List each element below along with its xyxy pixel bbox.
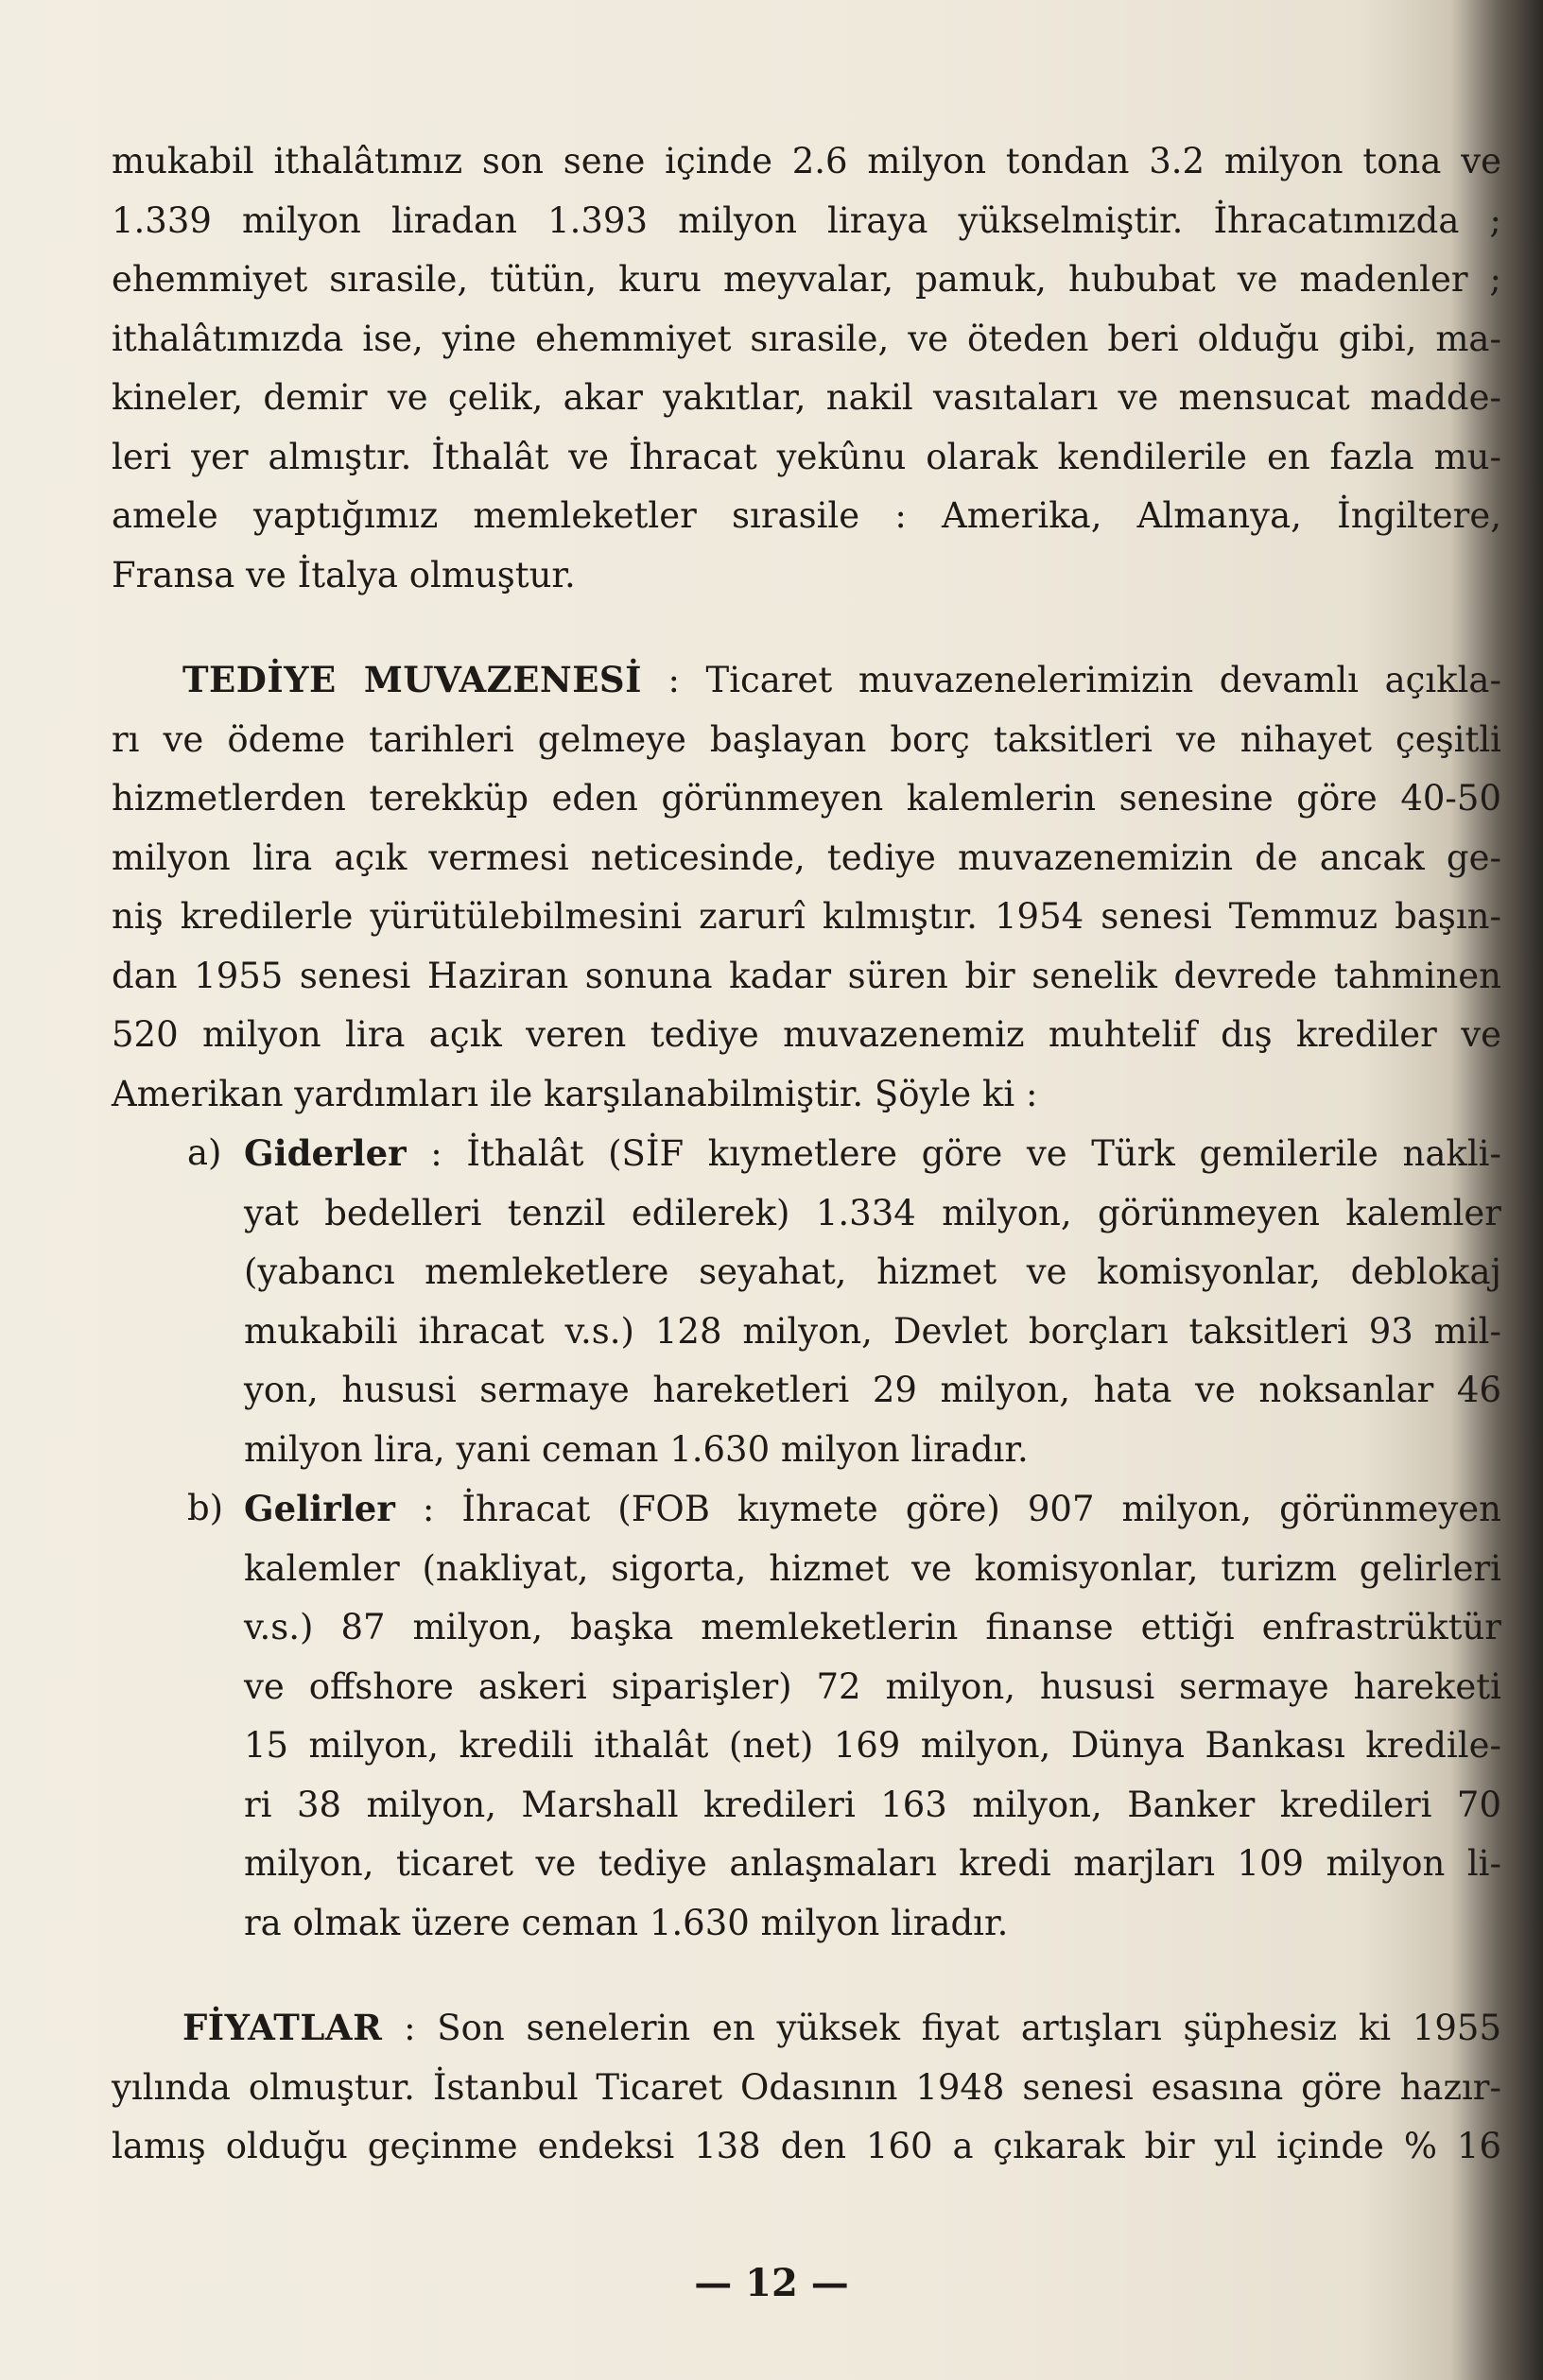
- item-label: Gelirler: [244, 1488, 395, 1529]
- paragraph-prices: [112, 1998, 1501, 2177]
- list-marker: b): [187, 1488, 224, 1528]
- text-line: kineler, demir ve çelik, akar yakıtlar, nakil vasıtaları ve mensucat madde-: [112, 377, 1501, 418]
- text-line: v.s.) 87 milyon, başka memleketlerin finanse ettiği enfrastrüktür: [244, 1607, 1501, 1647]
- section-heading-fiyatlar: FİYATLAR: [182, 2007, 383, 2048]
- text-line: FİYATLAR : Son senelerin en yüksek fiyat artışları şüphesiz ki 1955: [182, 2007, 1501, 2048]
- text-line: ra olmak üzere ceman 1.630 milyon liradır.: [244, 1902, 1009, 1943]
- item-label: Giderler: [244, 1132, 407, 1174]
- text-line: mukabili ihracat v.s.) 128 milyon, Devlet borçları taksitleri 93 mil-: [244, 1310, 1501, 1352]
- text-line: (yabancı memleketlere seyahat, hizmet ve komisyonlar, deblokaj: [244, 1251, 1501, 1292]
- section-heading-tediye: TEDİYE MUVAZENESİ: [182, 659, 642, 700]
- page-number: — 12 —: [694, 2261, 849, 2305]
- text-line: 15 milyon, kredili ithalât (net) 169 milyon, Dünya Bankası kredile-: [244, 1725, 1501, 1766]
- text-line: Fransa ve İtalya olmuştur.: [112, 554, 576, 595]
- text-line: ri 38 milyon, Marshall kredileri 163 milyon, Banker kredileri 70: [244, 1784, 1501, 1825]
- list-marker: a): [187, 1132, 222, 1173]
- text-line: Giderler : İthalât (SİF kıymetlere göre ve Türk gemilerile nakli-: [244, 1132, 1502, 1174]
- text-line: niş kredilerle yürütülebilmesini zarurî kılmıştır. 1954 senesi Temmuz başın-: [112, 896, 1501, 937]
- text-line: rı ve ödeme tarihleri gelmeye başlayan borç taksitleri ve nihayet çeşitli: [112, 718, 1501, 760]
- text-line: 520 milyon lira açık veren tediye muvazenemiz muhtelif dış krediler ve: [112, 1014, 1501, 1055]
- text-line: amele yaptığımız memleketler sırasile : Amerika, Almanya, İngiltere,: [112, 495, 1501, 536]
- text-line: Amerikan yardımları ile karşılanabilmiştir. Şöyle ki :: [112, 1073, 1038, 1114]
- text-line: ithalâtımızda ise, yine ehemmiyet sırasile, ve öteden beri olduğu gibi, ma-: [112, 318, 1501, 359]
- paragraph-balance-of-payments: [112, 650, 1501, 1124]
- text-line: kalemler (nakliyat, sigorta, hizmet ve komisyonlar, turizm gelirleri: [244, 1547, 1501, 1589]
- text-line: ve offshore askeri siparişler) 72 milyon, hususi sermaye hareketi: [244, 1665, 1501, 1707]
- document-body: [112, 132, 1501, 2177]
- list-item-income: [112, 1479, 1501, 1953]
- text-line: hizmetlerden terekküp eden görünmeyen kalemlerin senesine göre 40-50: [112, 778, 1501, 819]
- bleed-through-text: [359, 66, 1399, 99]
- text-line: mukabil ithalâtımız son sene içinde 2.6 milyon tondan 3.2 milyon tona ve: [112, 141, 1501, 181]
- text-line: 1.339 milyon liradan 1.393 milyon liraya yükselmiştir. İhracatımızda ;: [112, 199, 1501, 241]
- text-line: Gelirler : İhracat (FOB kıymete göre) 907 milyon, görünmeyen: [244, 1488, 1502, 1529]
- text-line: dan 1955 senesi Haziran sonuna kadar süren bir senelik devrede tahminen: [112, 955, 1501, 996]
- text-line: yat bedelleri tenzil edilerek) 1.334 milyon, görünmeyen kalemler: [244, 1192, 1501, 1233]
- paragraph-imports: [112, 132, 1501, 605]
- text-line: TEDİYE MUVAZENESİ : Ticaret muvazenelerimizin devamlı açıkla-: [182, 659, 1501, 700]
- text-line: milyon lira, yani ceman 1.630 milyon liradır.: [244, 1428, 1029, 1470]
- text-line: milyon, ticaret ve tediye anlaşmaları kredi marjları 109 milyon li-: [244, 1843, 1501, 1884]
- text-line: yılında olmuştur. İstanbul Ticaret Odasının 1948 senesi esasına göre hazır-: [112, 2066, 1501, 2108]
- list-item-expenses: [112, 1124, 1501, 1479]
- text-line: leri yer almıştır. İthalât ve İhracat yekûnu olarak kendilerile en fazla mu-: [112, 436, 1501, 477]
- text-line: ehemmiyet sırasile, tütün, kuru meyvalar, pamuk, hububat ve madenler ;: [112, 259, 1501, 300]
- text-line: milyon lira açık vermesi neticesinde, tediye muvazenemizin de ancak ge-: [112, 836, 1501, 878]
- text-line: yon, hususi sermaye hareketleri 29 milyon, hata ve noksanlar 46: [244, 1370, 1501, 1410]
- text-line: lamış olduğu geçinme endeksi 138 den 160 a çıkarak bir yıl içinde % 16: [112, 2126, 1501, 2166]
